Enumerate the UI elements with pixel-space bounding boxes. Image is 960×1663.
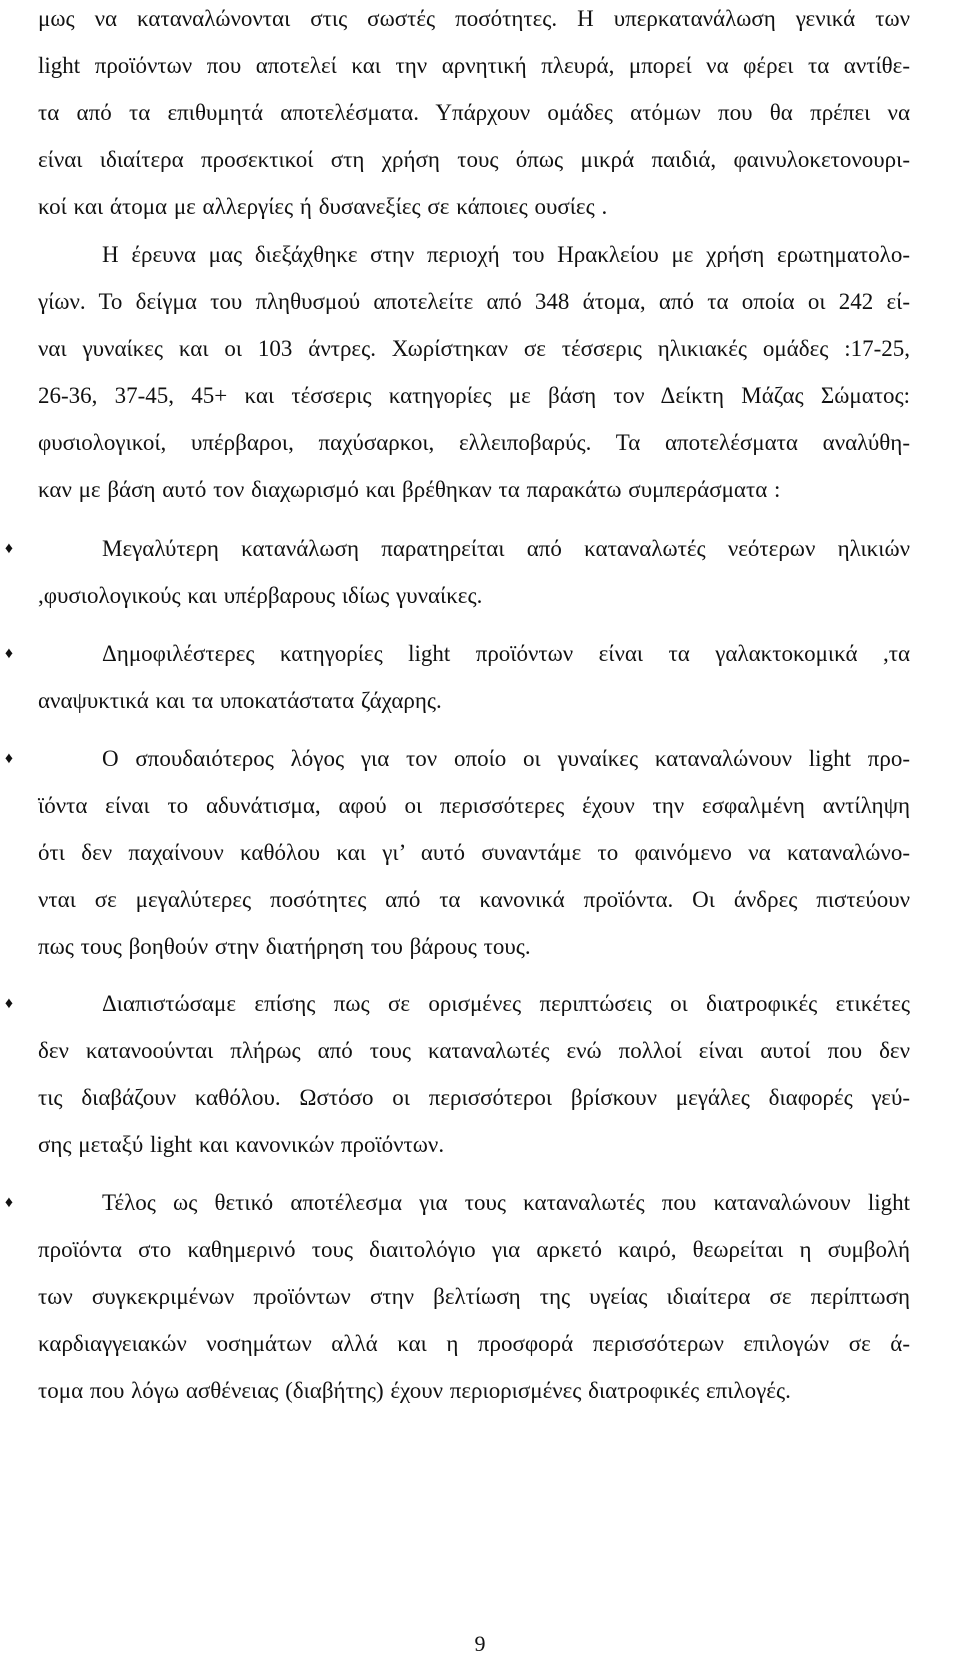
text-line: ναι γυναίκες και οι 103 άντρες. Χωρίστηκαν σε τέσσερις ηλικιακές ομάδες :17-25, (38, 336, 910, 361)
text-line: τις διαβάζουν καθόλου. Ωστόσο οι περισσότεροι βρίσκουν μεγάλες διαφορές γεύ- (38, 1085, 910, 1110)
text-line: καν με βάση αυτό τον διαχωρισμό και βρέθηκαν τα παρακάτω συμπεράσματα : (38, 477, 781, 502)
text-line: light προϊόντων που αποτελεί και την αρνητική πλευρά, μπορεί να φέρει τα αντίθε- (38, 53, 910, 78)
text-line: νται σε μεγαλύτερες ποσότητες από τα κανονικά προϊόντα. Οι άνδρες πιστεύουν (38, 887, 910, 912)
text-line: γίων. Το δείγμα του πληθυσμού αποτελείτε από 348 άτομα, από τα οποία οι 242 εί- (38, 289, 910, 314)
text-line: καρδιαγγειακών νοσημάτων αλλά και η προσφορά περισσότερων επιλογών σε ά- (38, 1331, 910, 1356)
text-line: των συγκεκριμένων προϊόντων στην βελτίωση της υγείας ιδιαίτερα σε περίπτωση (38, 1284, 910, 1309)
text-line: αναψυκτικά και τα υποκατάστατα ζάχαρης. (38, 688, 442, 713)
text-line: Διαπιστώσαμε επίσης πως σε ορισμένες περιπτώσεις οι διατροφικές ετικέτες (102, 991, 910, 1016)
text-line: 26-36, 37-45, 45+ και τέσσερις κατηγορίες με βάση τον Δείκτη Μάζας Σώματος: (38, 383, 910, 408)
text-line: ότι δεν παχαίνουν καθόλου και γι’ αυτό συναντάμε το φαινόμενο να καταναλώνο- (38, 840, 910, 865)
text-line: ϊόντα είναι το αδυνάτισμα, αφού οι περισσότερες έχουν την εσφαλμένη αντίληψη (38, 793, 910, 818)
text-line: δεν κατανοούνται πλήρως από τους καταναλωτές ενώ πολλοί είναι αυτοί που δεν (38, 1038, 910, 1063)
text-line: μως να καταναλώνονται στις σωστές ποσότητες. Η υπερκατανάλωση γενικά των (38, 6, 910, 31)
text-line: φυσιολογικοί, υπέρβαροι, παχύσαρκοι, ελλειποβαρύς. Τα αποτελέσματα αναλύθη- (38, 430, 910, 455)
text-line: σης μεταξύ light και κανονικών προϊόντων. (38, 1132, 445, 1157)
diamond-bullet-icon: ♦ (4, 645, 14, 662)
diamond-bullet-icon: ♦ (4, 750, 14, 767)
diamond-bullet-icon: ♦ (4, 995, 14, 1012)
text-line: είναι ιδιαίτερα προσεκτικοί στη χρήση τους όπως μικρά παιδιά, φαινυλοκετονουρι- (38, 147, 910, 172)
text-line: Δημοφιλέστερες κατηγορίες light προϊόντων είναι τα γαλακτοκομικά ,τα (102, 641, 910, 666)
text-line: Η έρευνα μας διεξάχθηκε στην περιοχή του Ηρακλείου με χρήση ερωτηματολο- (102, 242, 910, 267)
text-line: τα από τα επιθυμητά αποτελέσματα. Υπάρχουν ομάδες ατόμων που θα πρέπει να (38, 100, 910, 125)
text-line: κοί και άτομα με αλλεργίες ή δυσανεξίες σε κάποιες ουσίες . (38, 194, 608, 219)
text-line: Μεγαλύτερη κατανάλωση παρατηρείται από καταναλωτές νεότερων ηλικιών (102, 536, 910, 561)
text-line: ,φυσιολογικούς και υπέρβαρους ιδίως γυναίκες. (38, 583, 483, 608)
diamond-bullet-icon: ♦ (4, 1194, 14, 1211)
text-line: Τέλος ως θετικό αποτέλεσμα για τους καταναλωτές που καταναλώνουν light (102, 1190, 910, 1215)
text-line: πως τους βοηθούν στην διατήρηση του βάρους τους. (38, 934, 531, 959)
text-line: τομα που λόγω ασθένειας (διαβήτης) έχουν περιορισμένες διατροφικές επιλογές. (38, 1378, 791, 1403)
text-line: Ο σπουδαιότερος λόγος για τον οποίο οι γυναίκες καταναλώνουν light προ- (102, 746, 910, 771)
diamond-bullet-icon: ♦ (4, 540, 14, 557)
page-number: 9 (474, 1631, 486, 1656)
text-line: προϊόντα στο καθημερινό τους διαιτολόγιο για αρκετό καιρό, θεωρείται η συμβολή (38, 1237, 910, 1262)
